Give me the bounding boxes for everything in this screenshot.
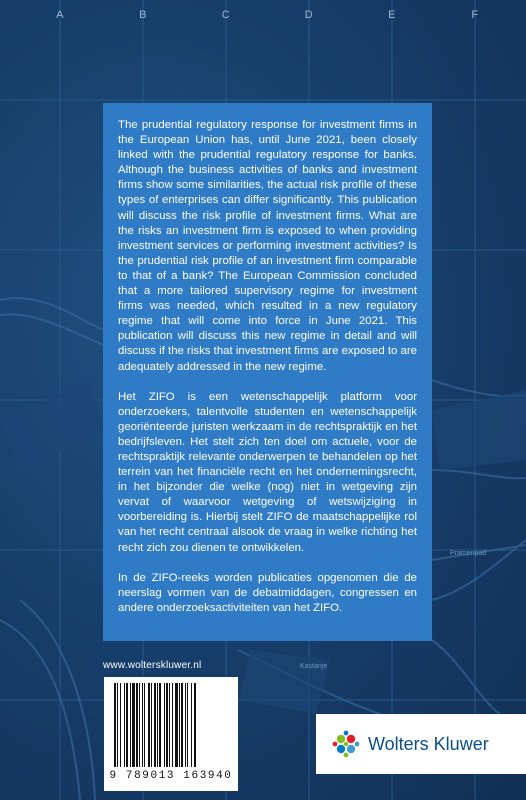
blurb-paragraph-zifo: Het ZIFO is een wetenschappelijk platform voor onderzoekers, talentvolle studenten en wetenschappelijk georiënteerde juristen werkzaam in de rechtspraktijk en het bedrijfsleven. Het stelt zich ten doel om actuele, voor de rechtspraktijk relevante onderwerpen te behandelen op het terrein van het financiële recht en het ondernemingsrecht, in het bijzonder die welke (nog) niet in wetgeving zijn vervat of waarvoor wetgeving of wetswijziging in voorbereiding is. Hierbij stelt ZIFO de maatschappelijke rol van het recht centraal alsook de vraag in welke richting het recht zich zou dienen te ontwikkelen.	[118, 390, 417, 554]
isbn-barcode	[104, 677, 238, 791]
barcode-bar	[142, 683, 143, 767]
barcode-bar	[191, 683, 192, 767]
barcode-bar	[172, 683, 173, 767]
isbn-number: 9 789013 163940	[109, 770, 233, 782]
barcode-bar	[144, 683, 145, 767]
barcode-bar	[181, 683, 183, 767]
barcode-bar	[151, 683, 152, 767]
publisher-logo	[316, 714, 526, 774]
ruler-column-a: A	[56, 9, 64, 21]
barcode-bar	[120, 683, 121, 767]
ruler-column-b: B	[139, 9, 147, 21]
ruler-column-c: C	[221, 9, 231, 21]
barcode-bar	[132, 683, 135, 767]
barcode-bar	[148, 683, 150, 767]
blurb-panel	[103, 103, 432, 641]
barcode-bar	[185, 683, 186, 767]
ruler-column-e: E	[388, 9, 396, 21]
wolters-kluwer-logo-icon	[332, 730, 360, 758]
barcode-bar	[126, 683, 128, 767]
barcode-bars	[111, 683, 231, 767]
barcode-bar	[124, 683, 125, 767]
barcode-bar	[169, 683, 170, 767]
barcode-bar	[157, 683, 158, 767]
map-label-kastanje: Kastanje	[300, 663, 328, 670]
barcode-bar	[187, 683, 188, 767]
barcode-bar	[175, 683, 178, 767]
barcode-bar	[130, 683, 131, 767]
barcode-bar	[114, 683, 116, 767]
ruler-column-f: F	[471, 9, 479, 21]
barcode-bar	[194, 683, 196, 767]
barcode-bar	[159, 683, 161, 767]
barcode-bar	[139, 683, 140, 767]
map-grid-ruler	[0, 0, 526, 34]
barcode-bar	[166, 683, 168, 767]
map-label-pramenpad: Pramenpad	[450, 550, 487, 557]
publisher-name: Wolters Kluwer	[368, 734, 489, 754]
barcode-bar	[164, 683, 165, 767]
barcode-bar	[136, 683, 138, 767]
barcode-bar	[154, 683, 156, 767]
blurb-paragraph-series: In de ZIFO-reeks worden publicaties opgenomen die de neerslag vormen van de debatmiddagen, congressen en andere onderzoeksactiviteiten van het ZIFO.	[118, 571, 417, 614]
ruler-column-d: D	[304, 9, 314, 21]
barcode-bar	[117, 683, 118, 767]
blurb-paragraph-english: The prudential regulatory response for investment firms in the European Union has, until June 2021, been closely linked with the prudential regulatory response for banks. Although the business activities of banks and investment firms show some similarities, the actual risk profile of these types of enterprises can differ significantly. This publication will discuss the risk profile of investment firms. What are the risks an investment firm is exposed to when providing investment services or performing investment activities? Is the prudential risk profile of an investment firm comparable to that of a bank? The European Commission concluded that a more tailored supervisory regime for investment firms was needed, which resulted in a new regulatory regime that will come into force in June 2021. This publication will discuss this new regime in detail and will discuss if the risks that investment firms are exposed to are adequately addressed in the new regime.	[118, 119, 417, 373]
publisher-website: www.wolterskluwer.nl	[103, 660, 202, 671]
barcode-bar	[179, 683, 180, 767]
